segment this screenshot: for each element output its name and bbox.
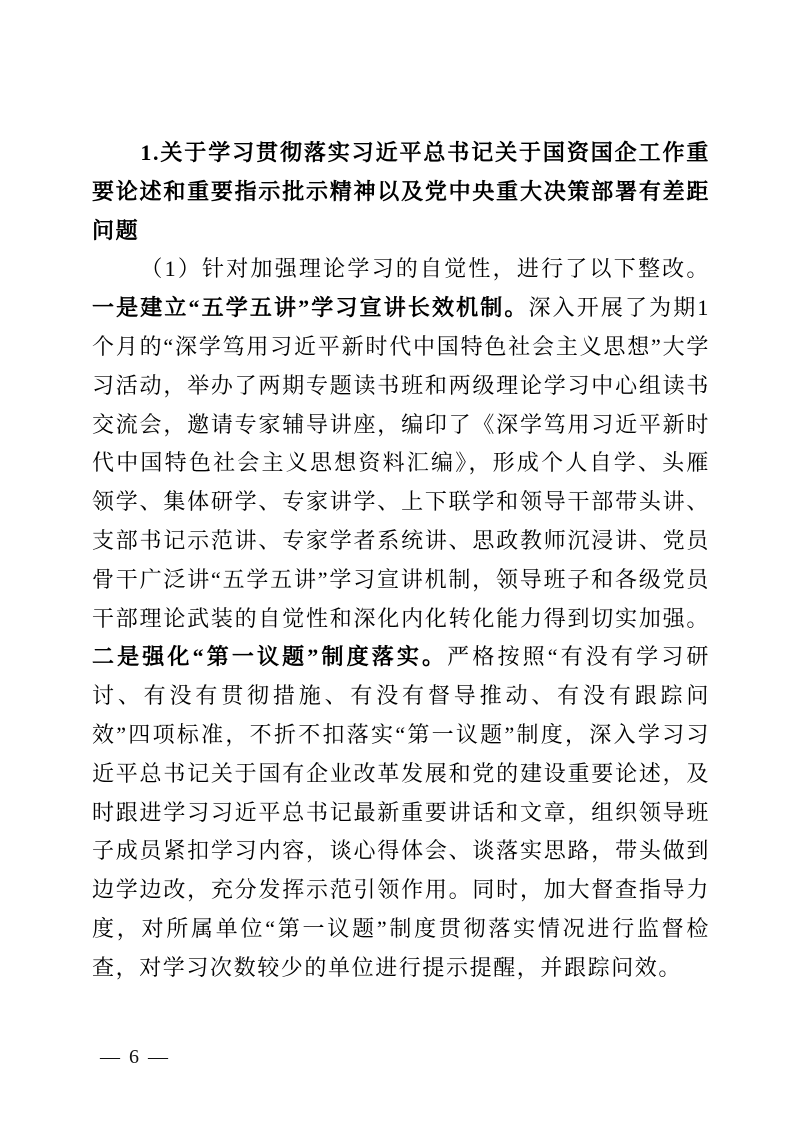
body-paragraph — [92, 250, 710, 987]
document-body — [92, 134, 710, 988]
text-run: 深入开展了为期1个月的“深学笃用习近平新时代中国特色社会主义思想”大学习活动，举办了两期专题读书班和两级理论学习中心组读书交流会，邀请专家辅导讲座，编印了《深学笃用习近平新时代中国特色社会主义思想资料汇编》，形成个人自学、头雁领学、集体研学、专家讲学、上下联学和领导干部带头讲、支部书记示范讲、专家学者系统讲、思政教师沉浸讲、党员骨干广泛讲“五学五讲”学习宣讲机制，领导班子和各级党员干部理论武装的自觉性和深化内化转化能力得到切实加强。 — [92, 295, 710, 631]
section-heading — [92, 134, 710, 250]
text-run: 严格按照“有没有学习研讨、有没有贯彻措施、有没有督导推动、有没有跟踪问效”四项标准，不折不扣落实“第一议题”制度，深入学习习近平总书记关于国有企业改革发展和党的建设重要论述，及时跟进学习习近平总书记最新重要讲话和文章，组织领导班子成员紧扣学习内容，谈心得体会、谈落实思路，带头做到边学边改，充分发挥示范引领作用。同时，加大督查指导力度，对所属单位“第一议题”制度贯彻落实情况进行监督检查，对学习次数较少的单位进行提示提醒，并跟踪问效。 — [92, 644, 710, 980]
bold-text-run: 一是建立“五学五讲”学习宣讲长效机制。 — [92, 295, 529, 321]
text-run: （1）针对加强理论学习的自觉性，进行了以下整改。 — [140, 256, 710, 282]
page-number: — 6 — — [100, 1046, 170, 1068]
bold-text-run: 1.关于学习贯彻落实习近平总书记关于国资国企工作重要论述和重要指示批示精神以及党中央重大决策部署有差距问题 — [92, 140, 710, 243]
bold-text-run: 二是强化“第一议题”制度落实。 — [92, 644, 448, 670]
